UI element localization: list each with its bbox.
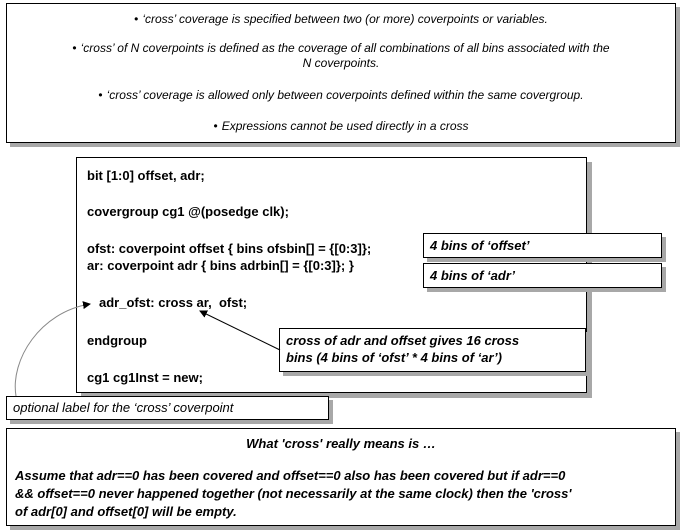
code-line: endgroup <box>87 333 147 348</box>
note-text: optional label for the ‘cross’ coverpoint <box>13 400 234 415</box>
explanation-text <box>15 467 667 521</box>
bullet-dot-icon: • <box>213 119 218 133</box>
note-optional-label <box>6 396 329 420</box>
code-line: bit [1:0] offset, adr; <box>87 168 205 183</box>
bullet-item-2-continued <box>7 56 675 71</box>
note-cross-bins <box>279 328 586 372</box>
explanation-line: Assume that adr==0 has been covered and offset==0 also has been covered but if adr==0 <box>15 468 566 483</box>
bullet-text: ‘cross’ coverage is allowed only between coverpoints defined within the same covergroup. <box>106 88 584 102</box>
explanation-title: What 'cross' really means is … <box>246 436 436 451</box>
note-text: 4 bins of ‘offset’ <box>430 238 530 253</box>
bullet-item-1 <box>7 12 675 27</box>
bullet-text: Expressions cannot be used directly in a cross <box>221 119 469 133</box>
code-line: cg1 cg1Inst = new; <box>87 370 203 385</box>
bullet-dot-icon: • <box>72 41 77 55</box>
note-adr-bins <box>423 263 662 288</box>
explanation-line: && offset==0 never happened together (not necessarily at the same clock) then the 'cross' <box>15 486 572 501</box>
code-line-cross: adr_ofst: cross ar, ofst; <box>99 295 248 310</box>
note-offset-bins <box>423 233 662 258</box>
explanation-box <box>6 428 676 526</box>
bullet-text: ‘cross’ of N coverpoints is defined as the coverage of all combinations of all bins associated with the <box>80 41 610 55</box>
bullet-text: ‘cross’ coverage is specified between two (or more) coverpoints or variables. <box>142 12 548 26</box>
explanation-line: of adr[0] and offset[0] will be empty. <box>15 504 237 519</box>
bullet-dot-icon: • <box>98 88 103 102</box>
bullet-item-4 <box>7 119 675 134</box>
code-line: ofst: coverpoint offset { bins ofsbin[] = {[0:3]}; <box>87 241 372 256</box>
note-text: cross of adr and offset gives 16 cross <box>286 333 520 348</box>
note-text: 4 bins of ‘adr’ <box>430 268 515 283</box>
code-line: covergroup cg1 @(posedge clk); <box>87 204 289 219</box>
bullet-item-2 <box>7 41 675 56</box>
bullet-dot-icon: • <box>134 12 139 26</box>
bullet-list-box <box>6 3 676 143</box>
note-text: bins (4 bins of ‘ofst’ * 4 bins of ‘ar’) <box>286 350 502 365</box>
bullet-item-3 <box>7 88 675 103</box>
bullet-text: N coverpoints. <box>302 56 380 70</box>
code-line: ar: coverpoint adr { bins adrbin[] = {[0:3]}; } <box>87 258 354 273</box>
